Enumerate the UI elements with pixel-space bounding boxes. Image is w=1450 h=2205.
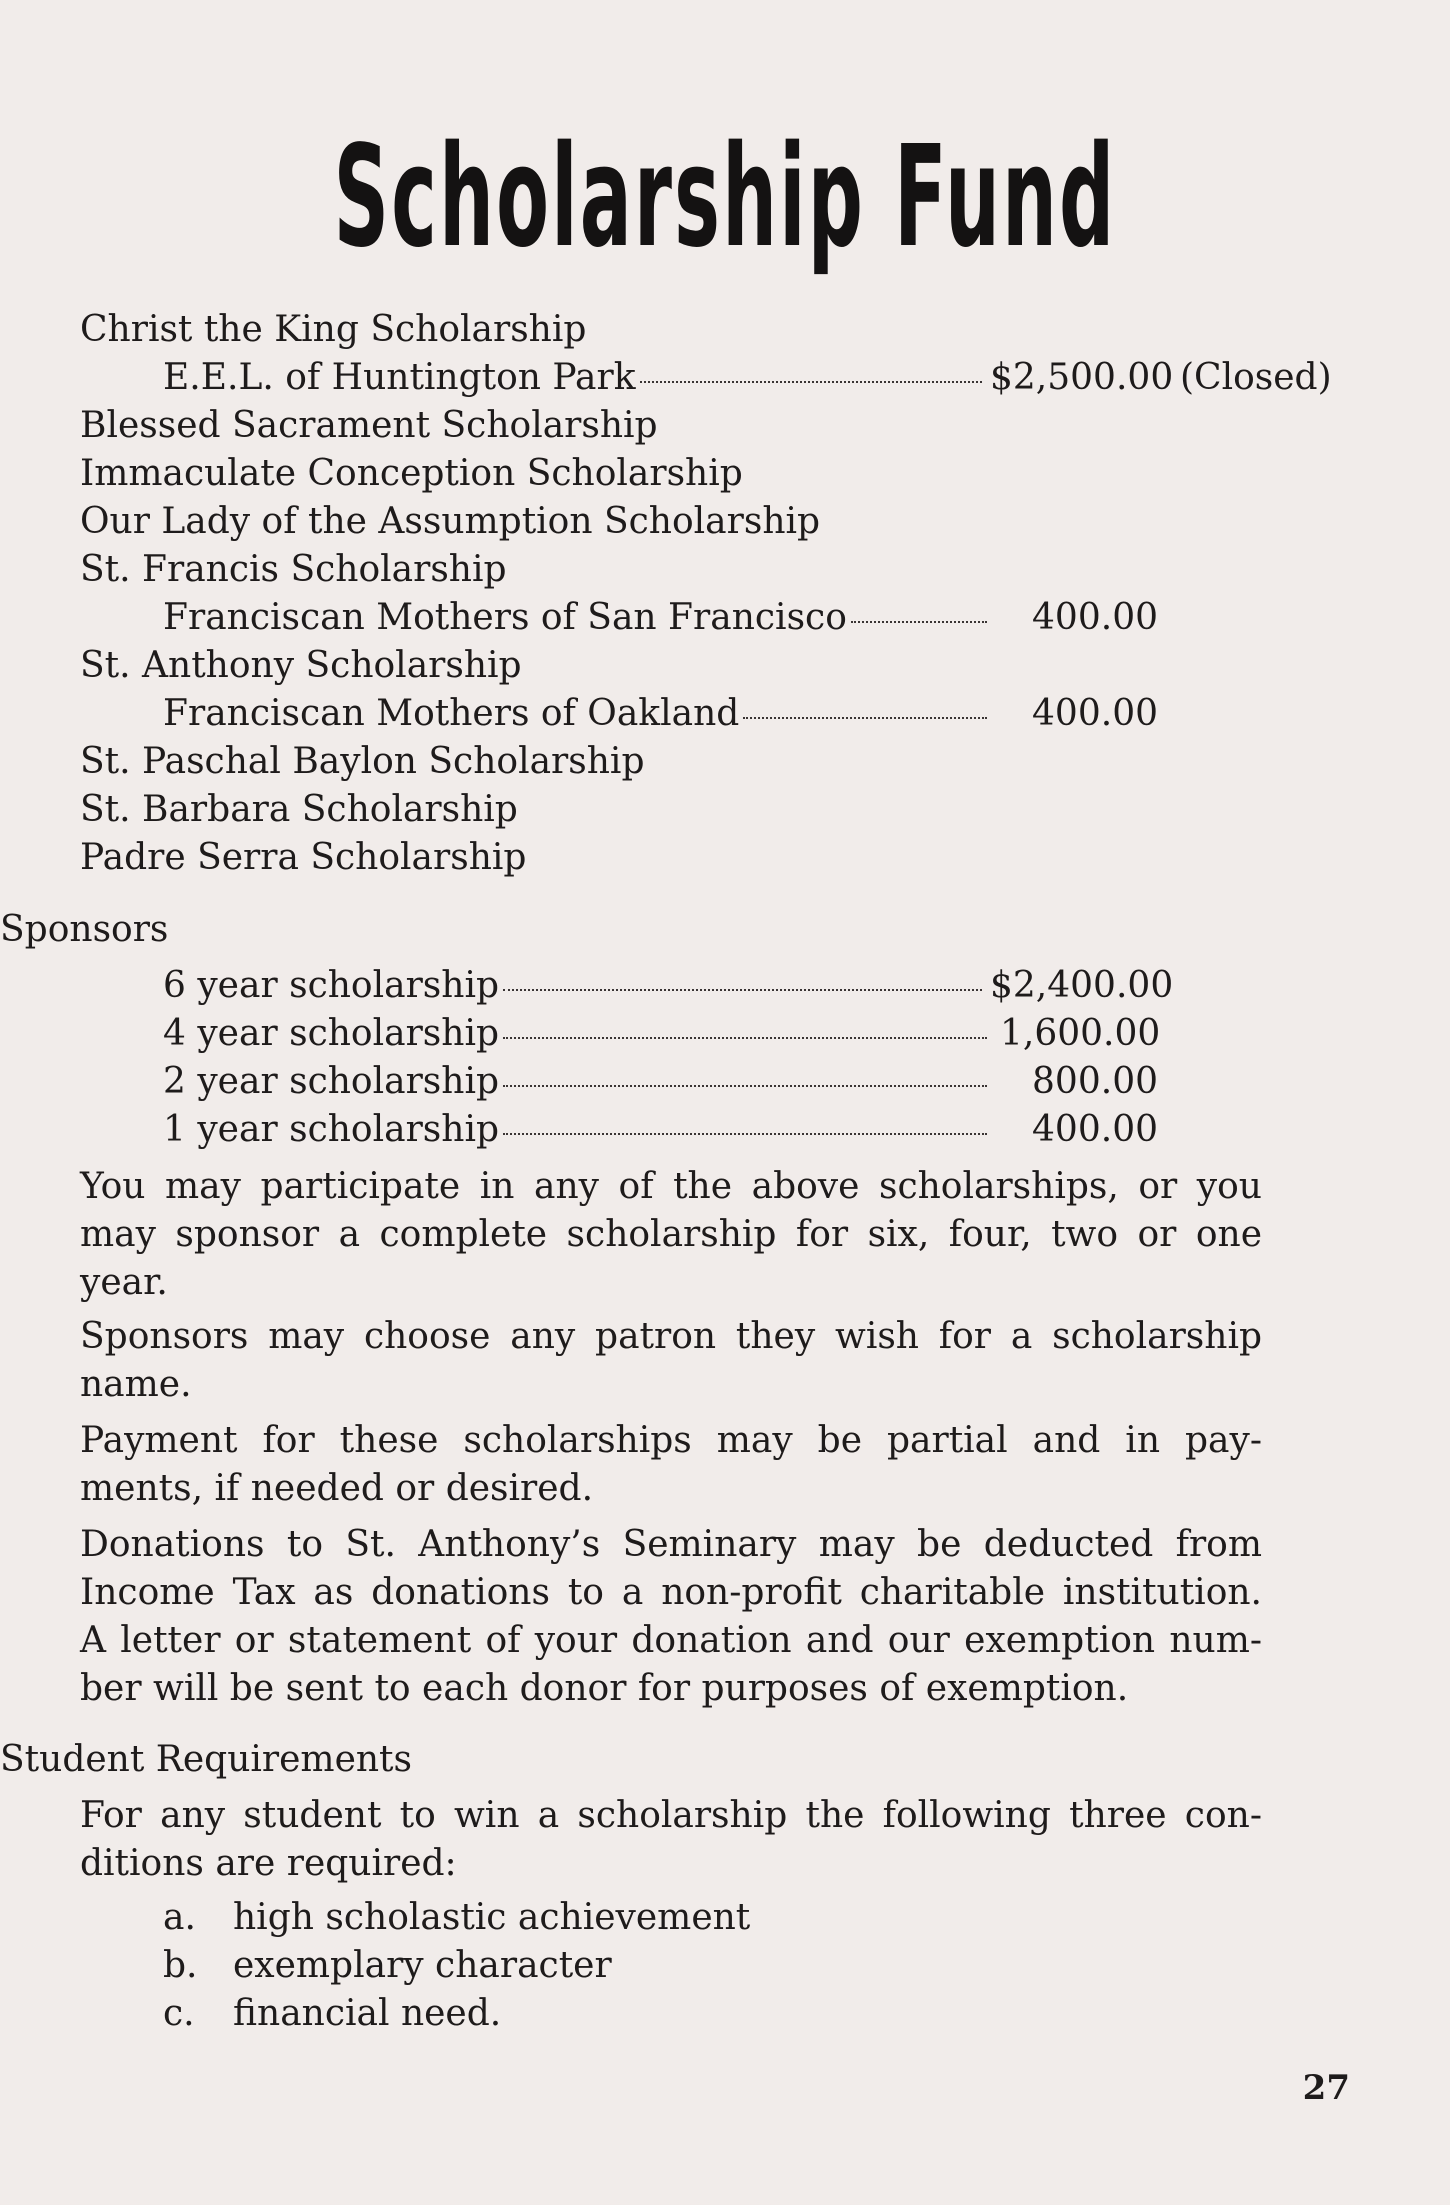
amount-san-francisco: 400.00 [1032,597,1158,638]
requirements-heading: Student Requirements [0,1739,412,1780]
leader-dots [640,381,982,383]
sponsor-row [163,1106,993,1154]
leader-dots [503,989,982,991]
paragraph-payment: Payment for these scholarships may be partial and in pay- ments, if needed or desired. [80,1420,1262,1509]
sponsor-label: 6 year scholarship [163,965,500,1006]
sponsor-row [163,962,988,1010]
page-number: 27 [1302,2068,1350,2108]
sponsor-amount: $2,400.00 [990,965,1174,1006]
donor-name: Franciscan Mothers of San Francisco [163,597,847,638]
paragraph-donations: Donations to St. Anthony’s Seminary may be deducted from Income Tax as donations to a non-profit charitable institution. A letter or statement of your donation and our exemption num- ber will be sent to each donor for purposes of exemption. [80,1524,1262,1709]
leader-dots [503,1085,987,1087]
item-text: high scholastic achievement [233,1897,751,1938]
requirements-intro: For any student to win a scholarship the following three con- ditions are required: [80,1795,1262,1884]
donor-name: E.E.L. of Huntington Park [163,357,636,398]
scholarship-immaculate-conception: Immaculate Conception Scholarship [80,453,743,494]
requirement-item [163,1990,501,2038]
page-title: Scholarship Fund [333,116,1117,279]
scholarship-st-francis: St. Francis Scholarship [80,549,507,590]
sponsor-label: 4 year scholarship [163,1013,500,1054]
item-marker: b. [163,1945,198,1986]
leader-dots [743,717,987,719]
sponsor-amount: 1,600.00 [1000,1013,1161,1054]
donor-name: Franciscan Mothers of Oakland [163,693,740,734]
paragraph-participation: You may participate in any of the above scholarships, or you may sponsor a complete scholarship for six, four, two or one year. [80,1166,1262,1303]
sponsor-label: 1 year scholarship [163,1109,500,1150]
amount-oakland: 400.00 [1032,693,1158,734]
sponsors-heading: Sponsors [0,909,169,950]
scholarship-st-paschal-baylon: St. Paschal Baylon Scholarship [80,741,645,782]
scholarship-christ-the-king: Christ the King Scholarship [80,309,587,350]
requirement-item [163,1894,750,1942]
item-text: financial need. [233,1993,502,2034]
donor-entry-san-francisco [163,594,993,642]
sponsor-row [163,1010,993,1058]
item-marker: c. [163,1993,195,2034]
sponsor-label: 2 year scholarship [163,1061,500,1102]
scholarship-st-anthony: St. Anthony Scholarship [80,645,522,686]
scholarship-our-lady-assumption: Our Lady of the Assumption Scholarship [80,501,821,542]
scholarship-padre-serra: Padre Serra Scholarship [80,837,527,878]
leader-dots [503,1037,987,1039]
leader-dots [503,1133,987,1135]
scholarship-st-barbara: St. Barbara Scholarship [80,789,518,830]
donor-entry-eel [163,354,988,402]
paragraph-patron: Sponsors may choose any patron they wish for a scholarship name. [80,1316,1262,1405]
requirement-item [163,1942,612,1990]
item-text: exemplary character [233,1945,612,1986]
sponsor-row [163,1058,993,1106]
amount-eel: $2,500.00 [990,357,1174,398]
scholarship-blessed-sacrament: Blessed Sacrament Scholarship [80,405,658,446]
leader-dots [851,621,987,623]
sponsor-amount: 800.00 [1032,1061,1158,1102]
donor-entry-oakland [163,690,993,738]
item-marker: a. [163,1897,196,1938]
sponsor-amount: 400.00 [1032,1109,1158,1150]
closed-note: (Closed) [1180,357,1332,398]
